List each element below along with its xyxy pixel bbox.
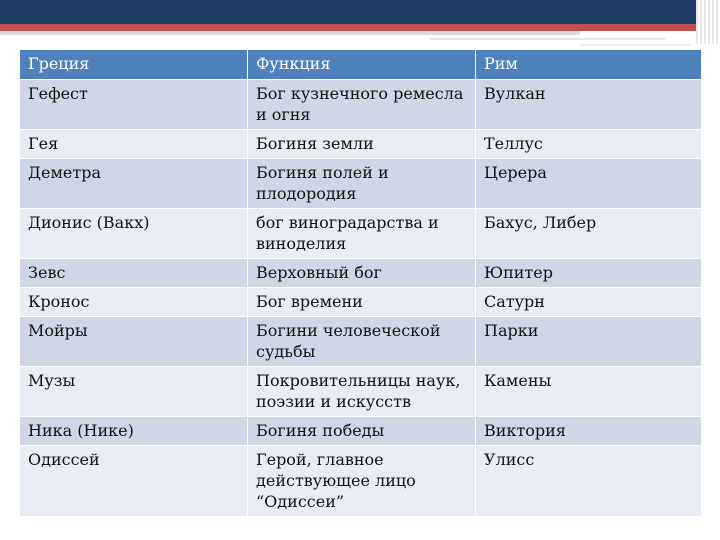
divider-line-thin xyxy=(430,38,665,40)
cell-function: Покровительницы наук, поэзии и искусств xyxy=(248,367,476,417)
cell-roman-name: Сатурн xyxy=(476,288,702,317)
cell-greek-name: Гефест xyxy=(20,80,248,130)
cell-function: Богиня победы xyxy=(248,417,476,446)
cell-function: Верховный бог xyxy=(248,259,476,288)
cell-roman-name: Камены xyxy=(476,367,702,417)
cell-greek-name: Одиссей xyxy=(20,446,248,517)
cell-function: Богиня полей и плодородия xyxy=(248,159,476,209)
cell-function: Герой, главное действующее лицо “Одиссеи” xyxy=(248,446,476,517)
cell-greek-name: Деметра xyxy=(20,159,248,209)
header-band xyxy=(0,0,720,24)
table-row xyxy=(20,80,702,130)
table-row xyxy=(20,130,702,159)
cell-roman-name: Вулкан xyxy=(476,80,702,130)
cell-roman-name: Церера xyxy=(476,159,702,209)
table-row xyxy=(20,317,702,367)
cell-roman-name: Парки xyxy=(476,317,702,367)
table-row xyxy=(20,367,702,417)
divider-line xyxy=(0,31,580,35)
accent-line xyxy=(0,24,720,31)
table-row xyxy=(20,288,702,317)
cell-roman-name: Виктория xyxy=(476,417,702,446)
cell-roman-name: Юпитер xyxy=(476,259,702,288)
cell-greek-name: Зевс xyxy=(20,259,248,288)
cell-roman-name: Теллус xyxy=(476,130,702,159)
cell-function: Бог кузнечного ремесла и огня xyxy=(248,80,476,130)
cell-greek-name: Дионис (Вакх) xyxy=(20,209,248,259)
header-function: Функция xyxy=(248,50,476,80)
cell-function: Бог времени xyxy=(248,288,476,317)
cell-greek-name: Кронос xyxy=(20,288,248,317)
divider-line-thin-2 xyxy=(580,44,690,46)
cell-function: Богини человеческой судьбы xyxy=(248,317,476,367)
table-row xyxy=(20,259,702,288)
header-row xyxy=(20,50,702,80)
gods-table xyxy=(19,49,702,517)
cell-roman-name: Улисс xyxy=(476,446,702,517)
decorative-stripes xyxy=(696,0,720,44)
cell-greek-name: Гея xyxy=(20,130,248,159)
cell-greek-name: Ника (Нике) xyxy=(20,417,248,446)
cell-function: Богиня земли xyxy=(248,130,476,159)
header-greece: Греция xyxy=(20,50,248,80)
table-row xyxy=(20,209,702,259)
header-rome: Рим xyxy=(476,50,702,80)
table-row xyxy=(20,446,702,517)
table-row xyxy=(20,159,702,209)
cell-greek-name: Музы xyxy=(20,367,248,417)
cell-roman-name: Бахус, Либер xyxy=(476,209,702,259)
table-row xyxy=(20,417,702,446)
cell-greek-name: Мойры xyxy=(20,317,248,367)
cell-function: бог виноградарства и виноделия xyxy=(248,209,476,259)
